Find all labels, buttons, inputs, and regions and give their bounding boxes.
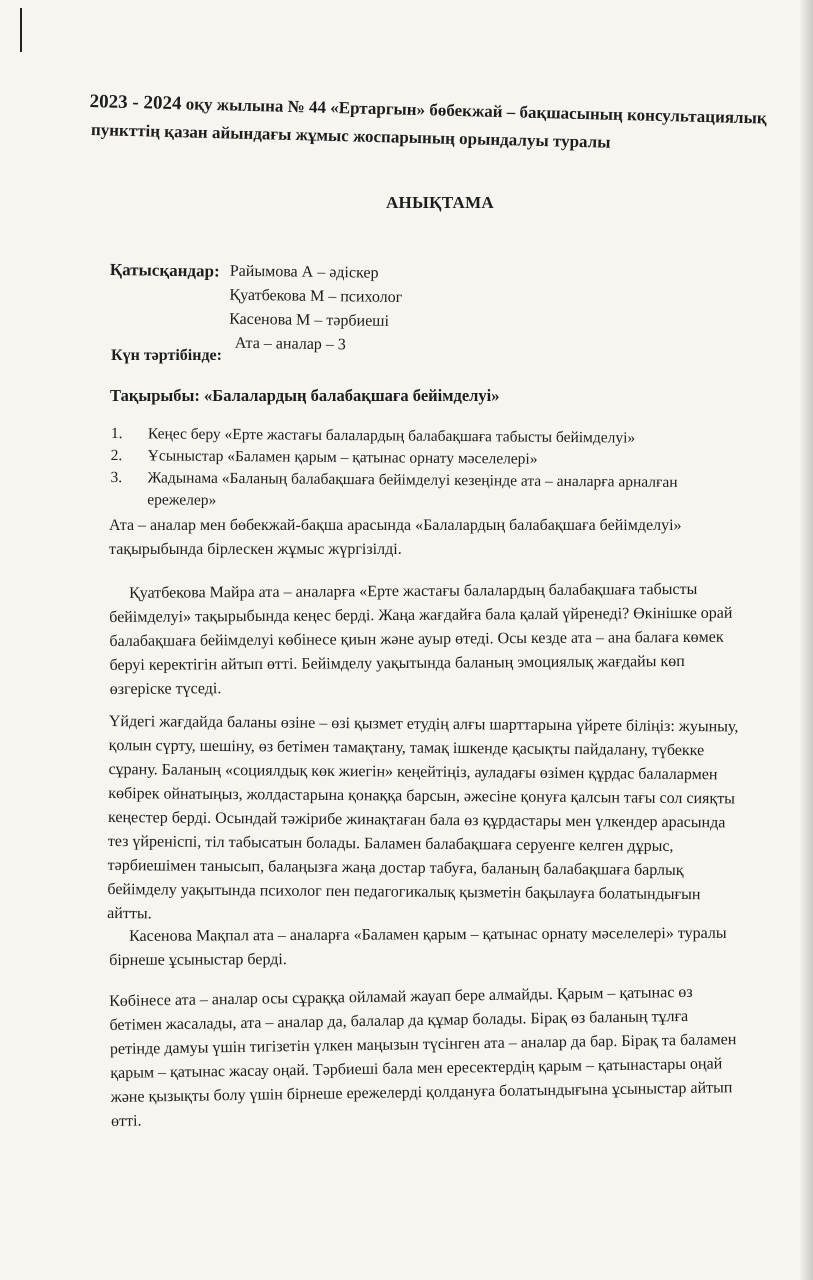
participant-3: Касенова М – тәрбиеші <box>229 310 390 330</box>
participant-1: Райымова А – әдіскер <box>229 262 379 282</box>
heading-years: 2023 - 2024 <box>89 90 182 115</box>
participant-2: Қуатбекова М – психолог <box>229 286 403 307</box>
participant-4: Ата – аналар – 3 <box>234 334 346 354</box>
list-item <box>110 467 730 516</box>
list-item-number: 1. <box>110 424 123 443</box>
agenda-label: Күн тәртібінде: <box>111 347 222 364</box>
list-item-text: Ұсыныстар «Баламен қарым – қатынас орнату мәселелері» <box>147 447 538 468</box>
document-title: АНЫҚТАМА <box>385 193 494 212</box>
paragraph-1: Ата – аналар мен бөбекжай-бақша арасында «Балалардың балабақшаға бейімделуі» тақырыбында бірлескен жұмыс жүргізілді. <box>109 517 682 558</box>
heading-line-2: пункттің қазан айындағы жұмыс жоспарының орындалуы туралы <box>90 120 611 152</box>
margin-mark <box>20 8 22 52</box>
paragraph-2: Қуатбекова Майра ата – аналарға «Ерте жастағы балалардың балабақшаға табысты бейімделуі» тақырыбында кеңес берді. Жаңа жағдайға бала қалай үйренеді? Өкінішке орай балабақшаға бейімделуі көбінесе қиын және ауыр өтеді. Осы кезде ата – ана балаға көмек беруі керектігін айтып өтті. Бейімделу уақытында баланың эмоциялық жағдайы көп өзгеріске түседі. <box>109 580 733 698</box>
list-item-number: 3. <box>110 468 123 487</box>
document-heading <box>89 88 770 161</box>
participants-label: Қатысқандар: <box>109 259 220 281</box>
list-item-number: 2. <box>110 446 123 465</box>
paragraph-5: Көбінесе ата – аналар осы сұраққа ойламай жауап бере алмайды. Қарым – қатынас өз бетімен жасалады, ата – аналар да, балалар да құмар болады. Бірақ өз баланың тұлға ретінде дамуы үшін тигізетін үлкен маңызын түсінген ата – аналар да бар. Бірақ та баламен қарым – қатынас жасау оңай. Тәрбиеші бала мен ересектердің қарым – қатынастары оңай және қызықты болу үшін бірнеше ережелерді қолдануға болатындығына ұсыныстар айтып өтті. <box>109 983 737 1130</box>
page-edge-shadow <box>799 0 813 1280</box>
heading-line1-rest: оқу жылына № 44 «Ертаргын» бөбекжай – бақшасының консультациялық <box>181 94 767 128</box>
paragraph-3: Үйдегі жағдайда баланы өзіне – өзі қызмет етудің алғы шарттарына үйрете біліңіз: жуыныу, қолын сүрту, шешіну, өз бетімен тамақтану, тамақ ішкенде қасықты пайдалану, түбекке сұрану. Баланың «социялдық көк жиегін» кеңейтіңіз, ауладағы өзімен құрдас балалармен көбірек ойнатыңыз, жолдастарына қонаққа барсын, әжесіне қонуға қалсын тағы сол сияқты кеңестер берді. Осындай тәжірибе жинақтаған бала өз құрдастары мен үлкендер арасында тез үйреніспі, тіл табысатын болады. Баламен балабақшаға серуенге келген дұрыс, тәрбиешімен танысып, балаңызға жаңа достар табуға, баланың балабақшаға барлық бейімделу уақытында психолог пен педагогикалық қызметін бақылауға болатындығын айтты. <box>107 712 739 923</box>
list-item-text: Жадынама «Баланың балабақшаға бейімделуі кезеңінде ата – аналарға арналған ережелер» <box>147 469 678 509</box>
paragraph-4: Касенова Мақпал ата – аналарға «Баламен қарым – қатынас орнату мәселелері» туралы бірнеше ұсыныстар берді. <box>109 924 727 969</box>
list-item-text: Кеңес беру «Ерте жастағы балалардың балабақшаға табысты бейімделуі» <box>147 425 636 447</box>
agenda-list <box>110 423 731 516</box>
topic-heading: Тақырыбы: «Балалардың балабақшаға бейімделуі» <box>110 386 500 405</box>
